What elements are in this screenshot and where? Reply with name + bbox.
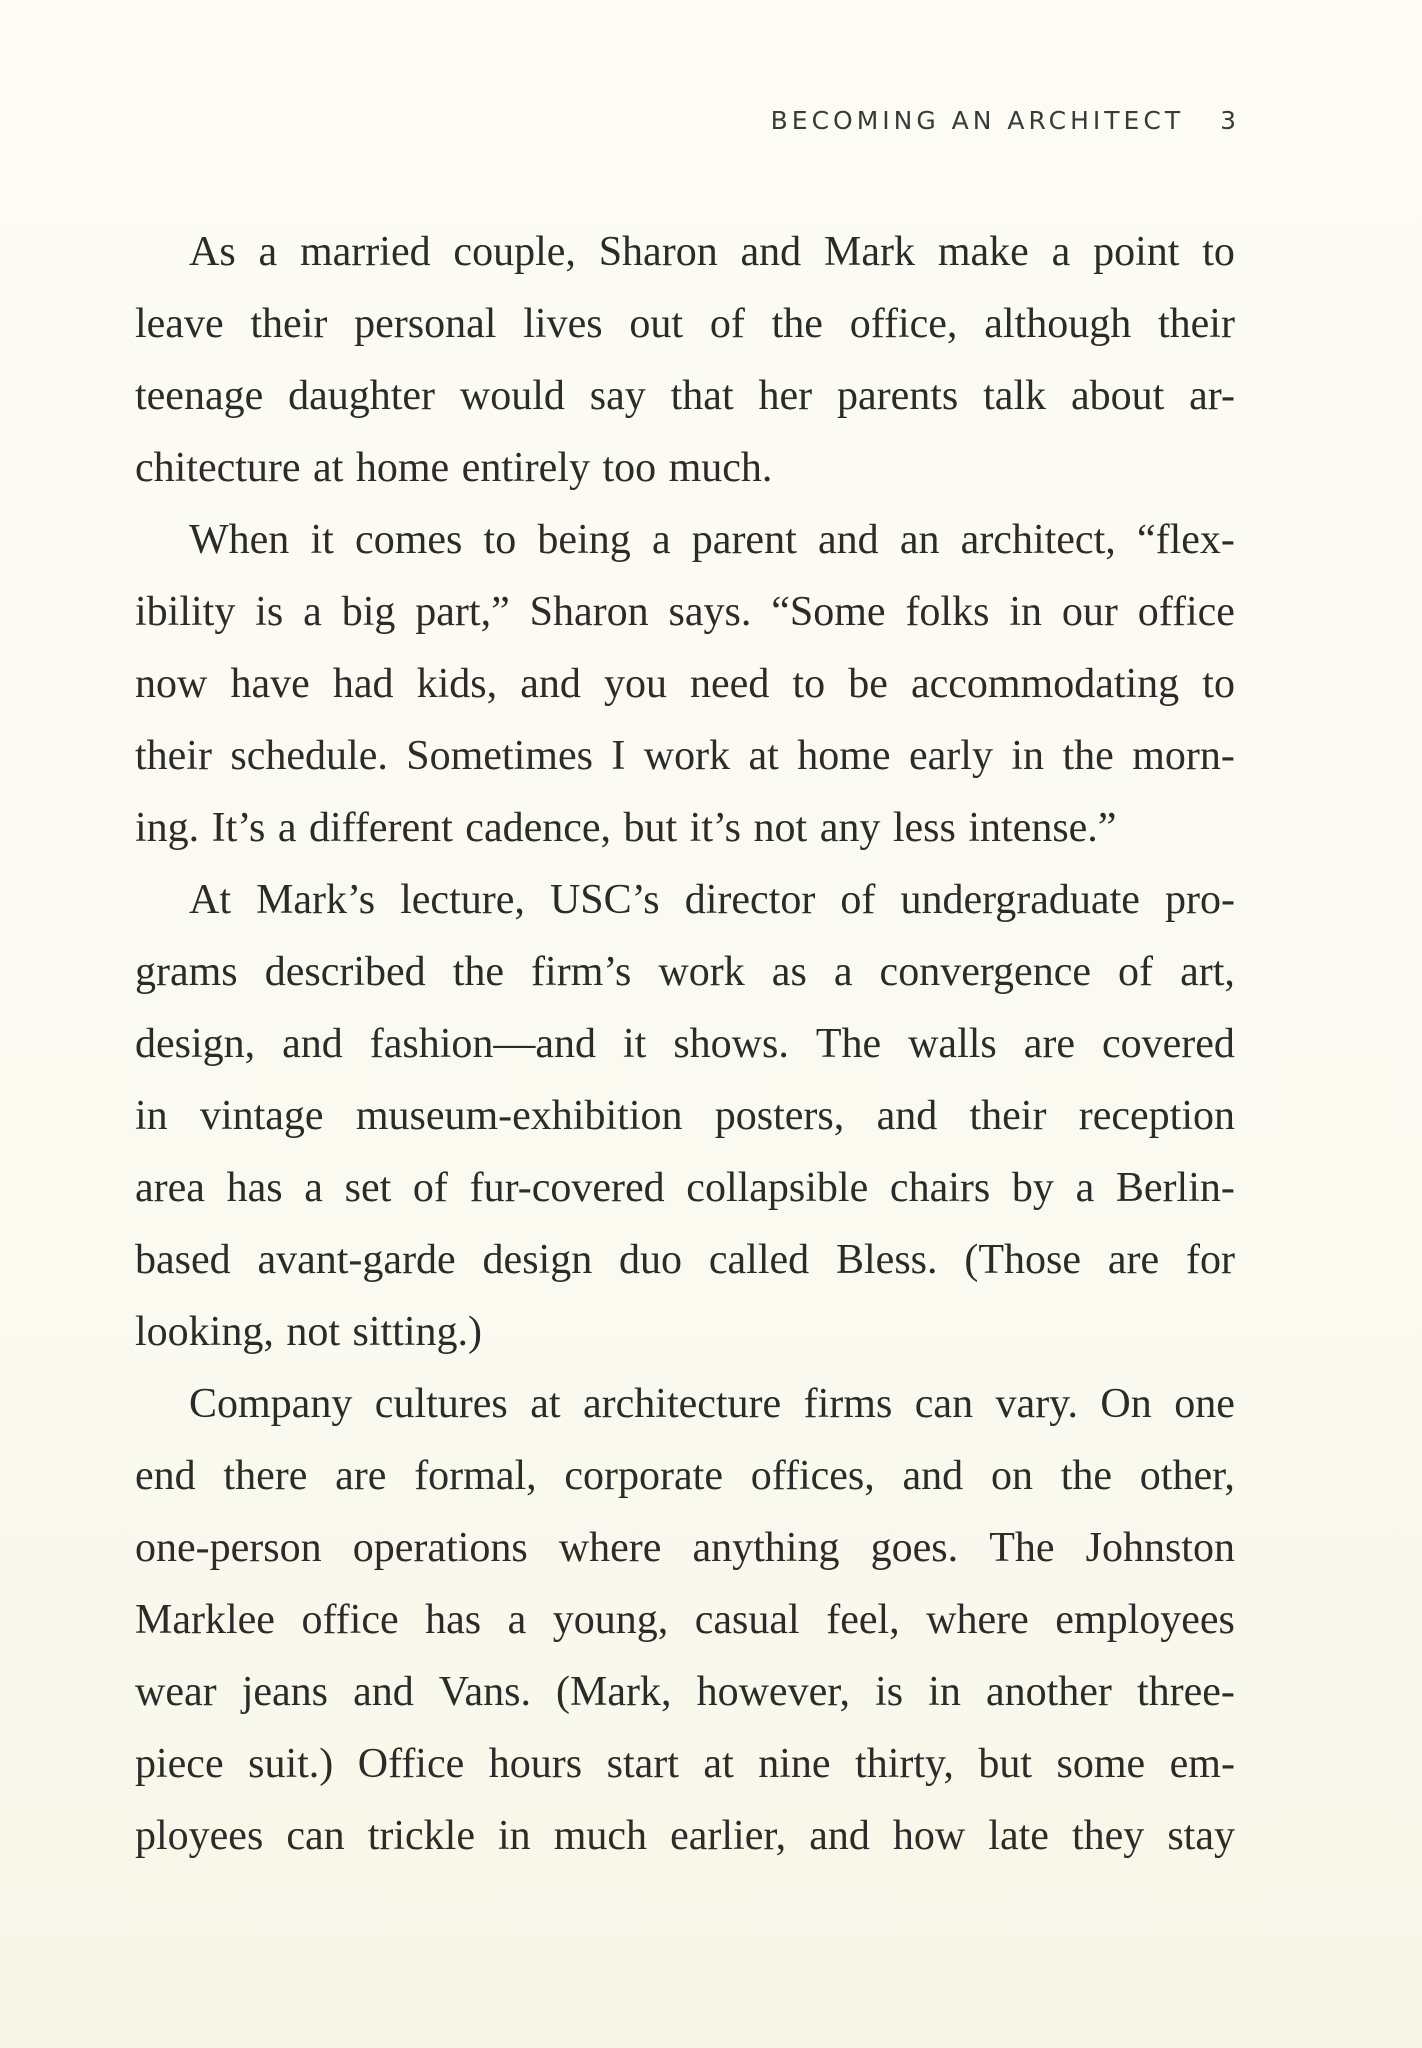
text-line: design, and fashion—and it shows. The walls are covered: [135, 1021, 1235, 1067]
text-line: teenage daughter would say that her parents talk about ar-: [135, 373, 1235, 419]
text-line: wear jeans and Vans. (Mark, however, is in another three-: [135, 1669, 1235, 1715]
text-line: Company cultures at architecture firms can vary. On one: [189, 1381, 1235, 1427]
paragraph-1: [135, 216, 1235, 504]
paragraph-3: [135, 864, 1235, 1368]
text-line: grams described the firm’s work as a convergence of art,: [135, 949, 1235, 995]
text-line: looking, not sitting.): [135, 1309, 483, 1355]
text-line: area has a set of fur-covered collapsible chairs by a Berlin-: [135, 1165, 1235, 1211]
text-line: ployees can trickle in much earlier, and how late they stay: [135, 1813, 1235, 1859]
page-number: 3: [1220, 106, 1236, 135]
text-line: ibility is a big part,” Sharon says. “Some folks in our office: [135, 589, 1235, 635]
text-line: ing. It’s a different cadence, but it’s not any less intense.”: [135, 805, 1117, 851]
text-line: now have had kids, and you need to be accommodating to: [135, 661, 1235, 707]
text-line: their schedule. Sometimes I work at home early in the morn-: [135, 733, 1235, 779]
text-line: in vintage museum-exhibition posters, and their reception: [135, 1093, 1235, 1139]
text-line: When it comes to being a parent and an architect, “flex-: [189, 517, 1235, 563]
text-line: one-person operations where anything goes. The Johnston: [135, 1525, 1235, 1571]
paragraph-2: [135, 504, 1235, 864]
running-title: BECOMING AN ARCHITECT: [770, 106, 1185, 135]
text-line: At Mark’s lecture, USC’s director of undergraduate pro-: [189, 877, 1235, 923]
text-line: end there are formal, corporate offices, and on the other,: [135, 1453, 1235, 1499]
text-line: leave their personal lives out of the office, although their: [135, 301, 1235, 347]
text-line: Marklee office has a young, casual feel, where employees: [135, 1597, 1235, 1643]
text-line: based avant-garde design duo called Bless. (Those are for: [135, 1237, 1235, 1283]
paragraph-4: [135, 1368, 1235, 1872]
text-line: chitecture at home entirely too much.: [135, 445, 773, 491]
text-line: piece suit.) Office hours start at nine thirty, but some em-: [135, 1741, 1235, 1787]
text-line: As a married couple, Sharon and Mark make a point to: [189, 229, 1235, 275]
running-head: [771, 106, 1236, 135]
body-text: [135, 216, 1235, 1872]
